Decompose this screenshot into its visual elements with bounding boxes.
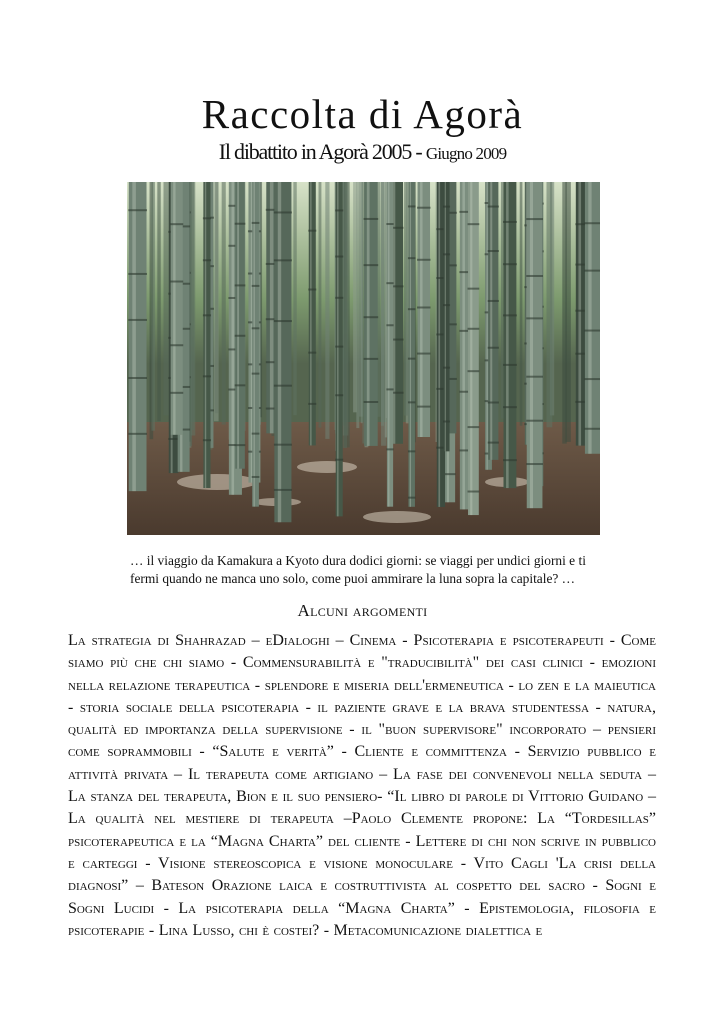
bamboo-node: [443, 367, 450, 369]
bamboo-stalk: [503, 182, 516, 488]
bamboo-node: [203, 375, 211, 377]
bamboo-node: [128, 377, 147, 379]
bamboo-stalk: [252, 182, 259, 507]
bamboo-stalk: [488, 182, 498, 460]
bamboo-stalk: [319, 182, 322, 428]
bamboo-stalk: [235, 182, 245, 469]
bamboo-node: [274, 259, 292, 261]
bamboo-node: [488, 347, 499, 349]
bamboo-node: [584, 222, 600, 224]
bamboo-node: [203, 439, 211, 441]
photo-caption: … il viaggio da Kamakura a Kyoto dura dodici giorni: se viaggi per undici giorni e ti fermi quando ne manca uno solo, come puoi ammirare la luna sopra la capitale? …: [130, 553, 586, 586]
bamboo-node: [526, 420, 543, 422]
bamboo-node: [274, 211, 292, 213]
bamboo-node: [503, 314, 517, 316]
bamboo-node: [364, 401, 379, 403]
bamboo-node: [488, 402, 499, 404]
bamboo-node: [408, 358, 416, 360]
bamboo-node: [252, 285, 260, 287]
bamboo-node: [170, 223, 183, 225]
subtitle-date: Giugno 2009: [425, 144, 507, 163]
bamboo-stalk: [520, 182, 523, 426]
bamboo-node: [408, 257, 416, 259]
bamboo-node: [468, 328, 480, 330]
bamboo-node: [526, 317, 543, 319]
bamboo-stalk-highlight: [310, 182, 311, 445]
bamboo-node: [503, 406, 517, 408]
bamboo-stalk: [387, 182, 393, 507]
bamboo-node: [443, 421, 450, 423]
bamboo-node: [168, 438, 179, 440]
bamboo-node: [386, 388, 393, 390]
bamboo-stalk: [190, 182, 195, 436]
bamboo-node: [488, 250, 499, 252]
bamboo-stalk: [562, 182, 566, 444]
bamboo-node: [488, 442, 499, 444]
bamboo-node: [364, 358, 379, 360]
bamboo-stalk: [171, 182, 183, 435]
bamboo-node: [170, 281, 183, 283]
bamboo-stalk-highlight: [231, 182, 234, 495]
bamboo-stalk: [356, 182, 359, 428]
bamboo-node: [335, 346, 343, 348]
bamboo-stalk: [203, 182, 210, 488]
bamboo-stalk-highlight: [237, 182, 239, 469]
bamboo-node: [468, 223, 480, 225]
topics-paragraph: La strategia di Shahrazad – eDialoghi – Cinema - Psicoterapia e psicoterapeuti - Come siamo più che chi siamo - Commensurabilità e "traducibilità" dei casi clinici - emozioni nella relazione terapeutica - splendore e miseria dell'ermeneutica - lo zen e la maieutica - storia sociale della psicoterapia - il paziente grave e la brava studentessa - natura, qualità ed importanza della supervisione - il "buon supervisore" incorporato – pensieri come soprammobili - “Salute e verità” - Cliente e committenza - Servizio pubblico e attività privata – Il terapeuta come artigiano – La fase dei convenevoli nella seduta – La stanza del terapeuta, Bion e il suo pensiero- “Il libro di parole di Vittorio Guidano – La qualità nel mestiere di terapeuta –Paolo Clemente propone: La “Tordesillas” psicoterapeutica e la “Magna Charta” del cliente - Lettere di chi non scrive in pubblico e carteggi - Visione stereoscopica e visione monoculare - Vito Cagli 'La crisi della diagnosi” – Bateson Orazione laica e costruttivista al cospetto del sacro - Sogni e Sogni Lucidi - La psicoterapia della “Magna Charta” - Epistemologia, filosofia e psicoterapie - Lina Lusso, chi è costei? - Metacomunicazione dialettica e: [68, 632, 656, 939]
bamboo-node: [488, 206, 499, 208]
bamboo-node: [503, 364, 517, 366]
bamboo-stalk: [501, 182, 504, 419]
bamboo-node: [170, 344, 183, 346]
bamboo-node: [235, 444, 246, 446]
bamboo-node: [203, 259, 211, 261]
bamboo-node: [526, 218, 543, 220]
bamboo-node: [408, 308, 416, 310]
bamboo-node: [364, 316, 379, 318]
bamboo-node: [386, 448, 393, 450]
subtitle-main: Il dibattito in Agorà 2005 -: [218, 139, 426, 164]
bamboo-node: [503, 263, 517, 265]
bamboo-node: [408, 401, 416, 403]
bamboo-node: [252, 476, 260, 478]
bamboo-stalk: [325, 182, 329, 439]
bamboo-node: [503, 459, 517, 461]
bamboo-stalk-highlight: [388, 182, 389, 507]
bamboo-node: [417, 353, 430, 355]
bamboo-stalk: [157, 182, 160, 421]
bamboo-stalk: [381, 182, 384, 426]
bamboo-forest-photo: [127, 182, 600, 535]
bamboo-node: [335, 394, 343, 396]
bamboo-node: [503, 221, 517, 223]
bamboo-node: [386, 324, 393, 326]
bamboo-node: [128, 209, 147, 211]
bamboo-node: [526, 275, 543, 277]
bamboo-stalk-highlight: [578, 182, 581, 446]
bamboo-stalk-highlight: [410, 182, 411, 507]
bamboo-node: [308, 230, 316, 232]
bamboo-node: [252, 373, 260, 375]
bamboo-stalk: [364, 182, 378, 446]
bamboo-node: [335, 297, 343, 299]
bamboo-stalk: [222, 182, 226, 425]
bamboo-stalk: [309, 182, 316, 445]
bamboo-node: [308, 289, 316, 291]
bamboo-node: [408, 205, 416, 207]
bamboo-stalk: [343, 182, 347, 448]
bamboo-node: [252, 327, 260, 329]
document-title: Raccolta di Agorà: [201, 91, 524, 137]
bamboo-stalk: [408, 182, 415, 507]
bamboo-stalk-highlight: [438, 182, 440, 507]
bamboo-stalk-highlight: [367, 182, 370, 446]
bamboo-stalk-highlight: [254, 182, 255, 507]
bamboo-node: [468, 288, 480, 290]
bamboo-node: [443, 206, 450, 208]
bamboo-node: [526, 463, 543, 465]
bamboo-stalk-highlight: [420, 182, 422, 437]
bamboo-node: [408, 450, 416, 452]
bamboo-node: [170, 392, 183, 394]
bamboo-stalk-highlight: [205, 182, 206, 488]
bamboo-node: [408, 497, 416, 499]
bamboo-node: [417, 259, 430, 261]
bamboo-node: [417, 406, 430, 408]
bamboo-node: [584, 270, 600, 272]
bamboo-stalk-highlight: [506, 182, 509, 488]
bamboo-stalk-highlight: [445, 182, 446, 451]
bamboo-node: [488, 300, 499, 302]
document-subtitle: [0, 140, 725, 164]
bamboo-stalk: [151, 182, 154, 431]
bamboo-stalk-highlight: [132, 182, 136, 491]
bamboo-node: [584, 428, 600, 430]
bamboo-node: [203, 217, 211, 219]
bamboo-stalk-highlight: [270, 182, 274, 433]
bamboo-stalk: [336, 182, 343, 516]
bamboo-node: [308, 352, 316, 354]
bamboo-node: [128, 433, 147, 435]
bamboo-node: [252, 222, 260, 224]
bamboo-stalk-highlight: [337, 182, 338, 516]
bamboo-node: [335, 256, 343, 258]
bamboo-node: [444, 473, 455, 475]
bamboo-node: [364, 218, 379, 220]
bamboo-node: [128, 319, 147, 321]
bamboo-stalk: [129, 182, 147, 491]
bamboo-node: [274, 385, 292, 387]
bamboo-stalk-highlight: [173, 182, 175, 435]
bamboo-stalk: [546, 182, 552, 427]
bamboo-node: [468, 426, 480, 428]
bamboo-node: [417, 306, 430, 308]
bamboo-node: [235, 223, 246, 225]
bamboo-stalk: [444, 182, 450, 451]
bamboo-node: [203, 314, 211, 316]
bamboo-stalk: [274, 182, 291, 522]
bamboo-node: [235, 335, 246, 337]
bamboo-node: [386, 223, 393, 225]
bamboo-node: [235, 284, 246, 286]
bamboo-node: [252, 433, 260, 435]
bamboo-stalk-highlight: [470, 182, 472, 515]
bamboo-stalk-highlight: [486, 182, 487, 470]
bamboo-node: [526, 376, 543, 378]
bamboo-node: [468, 370, 480, 372]
bamboo-node: [274, 444, 292, 446]
bamboo-stalk: [418, 182, 430, 437]
bamboo-stalk: [353, 182, 357, 412]
bamboo-node: [128, 273, 147, 275]
bamboo-node: [584, 330, 600, 332]
bamboo-node: [235, 384, 246, 386]
bamboo-stalk: [163, 182, 169, 415]
bamboo-stalk: [404, 182, 408, 416]
bamboo-stalk: [214, 182, 219, 421]
section-heading: Alcuni argomenti: [297, 601, 428, 620]
bamboo-node: [274, 320, 292, 322]
bamboo-stalk-highlight: [462, 182, 465, 509]
bamboo-node: [364, 264, 379, 266]
bamboo-node: [443, 304, 450, 306]
bamboo-node: [386, 282, 393, 284]
bamboo-stalk-highlight: [278, 182, 281, 522]
bamboo-stalk-highlight: [530, 182, 533, 508]
bamboo-node: [274, 489, 292, 491]
bamboo-stalk-highlight: [393, 182, 396, 444]
bamboo-node: [443, 253, 450, 255]
bamboo-stalk: [527, 182, 543, 508]
bamboo-node: [417, 207, 430, 209]
bamboo-stalk-highlight: [490, 182, 492, 460]
bamboo-node: [584, 378, 600, 380]
bamboo-node: [308, 403, 316, 405]
bamboo-stalk: [468, 182, 479, 515]
bamboo-node: [468, 491, 480, 493]
bamboo-node: [335, 209, 343, 211]
bamboo-node: [335, 459, 343, 461]
bamboo-stalk: [293, 182, 296, 415]
